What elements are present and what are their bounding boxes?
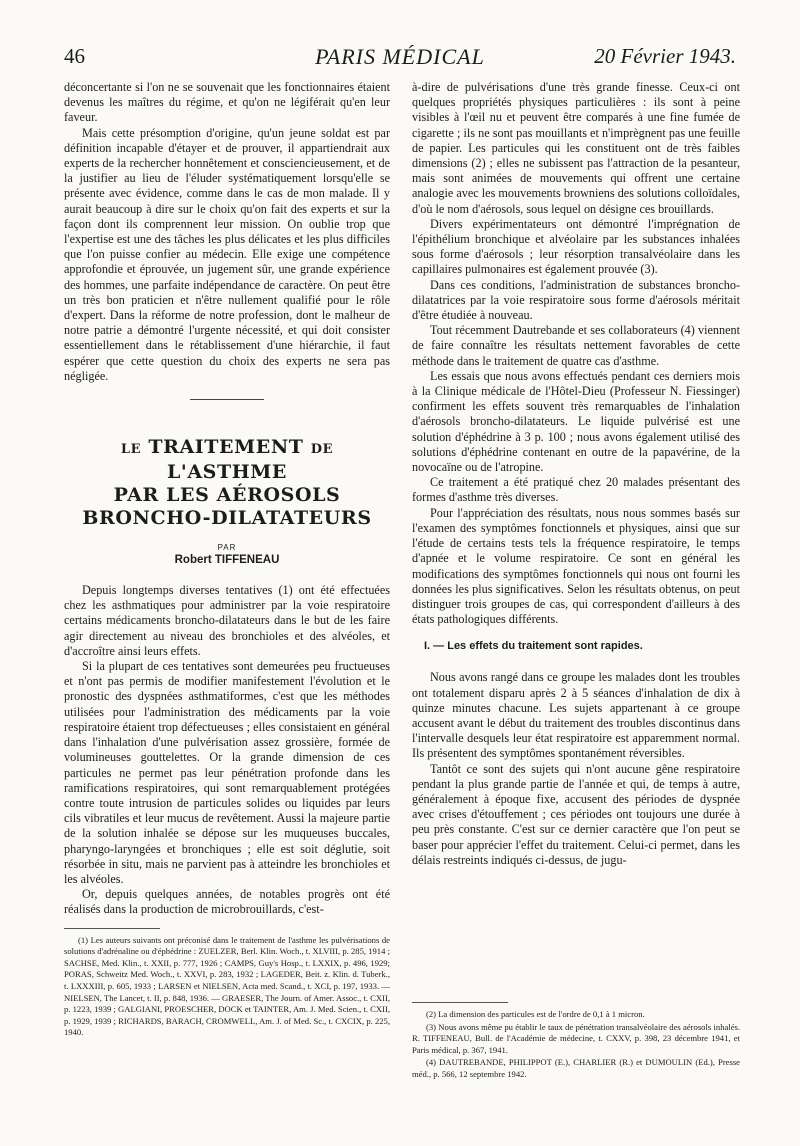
paragraph: Les essais que nous avons effectués pendant ces derniers mois à la Clinique médicale de l'Hôtel-Dieu (Professeur N. Fiessinger) confirment les effets souvent très remarquables de l'inhalation d'aérosols broncho-dilatateurs. Le liquide pulvérisé est une solution d'éphédrine à 3 p. 100 ; nous avons également utilisé des solutions d'éphédrine contenant en outre de la papavérine, de la novocaïne ou de l'atropine. <box>412 368 740 475</box>
footnote-4: (4) DAUTREBANDE, PHILIPPOT (E.), CHARLIER (R.) et DUMOULIN (Ed.), Presse méd., p. 566, 12 septembre 1942. <box>412 1057 740 1079</box>
paragraph: Mais cette présomption d'origine, qu'un jeune soldat est par définition incapable d'étayer et de prouver, il appartiendrait aux experts de la rechercher honnêtement et consciencieusement, et de la justifier au lieu de l'éluder systématiquement lorsqu'elle se présente avec évidence, comme dans le cas de mon malade. Il y aurait beaucoup à dire sur le choix qu'on fait des experts et sur la façon dont ils comprennent leur mission. On oublie trop que l'expertise est une des tâches les plus délicates et les plus difficiles que l'on puisse confier au médecin. Elle exige une compétence approfondie et éprouvée, un jugement sûr, une grande expérience des hommes, une parfaite indépendance de caractère. On peut être un très bon praticien et n'être nullement qualifié pour le rôle d'expert. Dans la réforme de notre profession, dont le malheur de notre patrie a démontré l'urgente nécessité, et qui doit consister essentiellement dans le rétablissement d'une hiérarchie, il faut espérer que cette question du choix des experts ne sera pas négligée. <box>64 125 390 383</box>
running-header <box>64 44 736 74</box>
footnote-rule <box>412 1002 508 1003</box>
paragraph: déconcertante si l'on ne se souvenait que les fonctionnaires étaient devenus les maîtres du régime, et qu'on ne légiférait qu'en leur faveur. <box>64 80 390 125</box>
footnote-2: (2) La dimension des particules est de l'ordre de 0,1 à 1 micron. <box>426 1009 645 1019</box>
title-word-de: DE <box>310 442 334 458</box>
article-title <box>64 436 390 530</box>
section-divider <box>190 399 264 400</box>
paragraph: Dans ces conditions, l'administration de substances broncho-dilatatrices par la voie respiratoire sous forme d'aérosols méritait d'être étudiée à nouveau. <box>412 277 740 323</box>
title-word-le: LE <box>120 442 142 458</box>
footnote-1: (1) Les auteurs suivants ont préconisé dans le traitement de l'asthme les pulvérisations de solutions d'adrénaline ou d'éphédrine : ZUELZER, Berl. Klin. Woch., t. XLVIII, p. 285, 1914 ; SACHSE, Med. Klin., t. XXII, p. 777, 1926 ; CAMPS, Guy's Hosp., t. LXXIX, p. 496, 1929; PORAS, Schweitz Med. Woch., t. XXVI, p. 283, 1932 ; LAGEDER, Beit. z. Klin. d. Tuberk., t. LXXXIII, p. 605, 1933 ; LARSEN et NIELSEN, Acta med. Scand., t. XCI, p. 197, 1933. — NIELSEN, The Lancet, t. II, p. 848, 1936. — GRAESER, The Journ. of Amer. Assoc., t. CXII, p. 1223, 1939 ; GALGIANI, PROESCHER, DOCK et TAINTER, Am. J. Med. Scien., t. CXII, p. 1929, 1939 ; RICHARDS, BARACH, CROMWELL, Am. J. of Med. Sc., t. CXCIX, p. 225, 1940. <box>64 934 390 1038</box>
paragraph: Ce traitement a été pratiqué chez 20 malades présentant des formes d'asthme très diverses. <box>412 475 740 505</box>
page-number: 46 <box>64 44 85 68</box>
paragraph: Tout récemment Dautrebande et ses collaborateurs (4) viennent de faire connaître les résultats nettement favorables de cette méthode dans le traitement de quatre cas d'asthme. <box>412 323 740 368</box>
paragraph: à-dire de pulvérisations d'une très grande finesse. Ceux-ci ont quelques propriétés physiques particulières : ils sont à peine visibles à l'œil nu et peuvent être comparés à une fine fumée de cigarette ; ils ne sont pas mouillants et n'imprègnent pas une feuille de papier. Les particules qui les constituent ont de très faibles dimensions (2) ; elles ne subissent pas l'attraction de la pesanteur, mais sont animées de mouvements qui offrent une certaine analogie avec les mouvements browniens des solutions colloïdales, d'où le nom d'aérosols, sous lequel on désigne ces brouillards. <box>412 80 740 216</box>
right-column <box>412 80 740 868</box>
byline-par: PAR <box>217 543 237 553</box>
footnote-3: (3) Nous avons même pu établir le taux de pénétration transalvéolaire des aérosols inhalés. R. TIFFENEAU, Bull. de l'Académie de médecine, t. CXXV, p. 398, 23 décembre 1941, et Paris médical, p. 367, 1941. <box>412 1021 740 1055</box>
paragraph: Si la plupart de ces tentatives sont demeurées peu fructueuses et n'ont pas permis de modifier manifestement l'évolution et le pronostic des dyspnées asthmatiformes, c'est que les méthodes utilisées pour l'administration des médicaments par la voie respiratoire étaient trop défectueuses ; elles consistaient en général dans l'inhalation d'une pulvérisation assez grossière, formée de volumineuses gouttelettes. Or la grande dimension de ces particules ne permet pas leur pénétration profonde dans les ramifications respiratoires, qui sont remarquablement protégées contre toute intrusion de particules solides ou liquides par leurs cils vibratiles et leur mucus de revêtement. Aussi la majeure partie de la solution inhalée se dépose sur les muqueuses buccales, pharyngo-laryngées et bronchiques ; elle est soit déglutie, soit résorbée in situ, mais ne parvient pas à atteindre les bronchioles et les alvéoles. <box>64 659 390 886</box>
paragraph: Or, depuis quelques années, de notables progrès ont été réalisés dans la production de microbrouillards, c'est- <box>64 887 390 917</box>
paragraph: Tantôt ce sont des sujets qui n'ont aucune gêne respiratoire pendant la plus grande partie de l'année et qui, de temps à autre, généralement à époque fixe, accusent des périodes de dyspnée avec crises d'étouffement ; ces périodes ont toujours une durée à peu près constante. C'est sur ce dernier caractère que l'on peut se baser pour apprécier l'effet du traitement. Celui-ci permet, dans les délais restreints indiqués ci-dessus, de jugu- <box>412 761 740 867</box>
left-column <box>64 80 390 1039</box>
right-footnotes <box>412 992 740 1082</box>
author-name: Robert TIFFENEAU <box>174 554 280 567</box>
paragraph: Pour l'appréciation des résultats, nous nous sommes basés sur l'examen des symptômes fonctionnels et physiques, ainsi que sur l'étude de certains tests tels la fréquence respiratoire, le temps d'apnée et le volume respiratoire. Ce sont en général les modifications des symptômes fonctionnels qui nous ont fourni les données les plus significatives. Selon les résultats obtenus, on peut distinguer trois groupes de cas, qui correspondent d'ailleurs à des états pathologiques différents. <box>412 505 740 627</box>
title-line-2: PAR LES AÉROSOLS <box>113 484 341 507</box>
paragraph: Depuis longtemps diverses tentatives (1) ont été effectuées chez les asthmatiques pour administrer par la voie respiratoire certains médicaments broncho-dilatateurs dans le but de les faire agir directement au niveau des bronchioles et des alvéoles, et d'accroître ainsi leurs effets. <box>64 583 390 658</box>
paragraph: Nous avons rangé dans ce groupe les malades dont les troubles ont totalement disparu après 2 à 5 séances d'inhalation de dix à quinze minutes chacune. Les sujets appartenant à ce groupe accusent avant le début du traitement des troubles discontinus dans l'intervalle desquels leur état respiratoire est apparemment normal. Ils présentent des symptômes spontanément réversibles. <box>412 670 740 761</box>
issue-date: 20 Février 1943. <box>594 44 736 68</box>
title-word-asthme: L'ASTHME <box>166 461 288 484</box>
footnote-rule <box>64 928 160 929</box>
title-line-3: BRONCHO-DILATATEURS <box>82 507 372 530</box>
section-subheading: I. — Les effets du traitement sont rapides. <box>424 640 643 653</box>
journal-title: PARIS MÉDICAL <box>315 44 485 69</box>
paragraph: Divers expérimentateurs ont démontré l'imprégnation de l'épithélium bronchique et alvéolaire par les substances inhalées sous forme d'aérosols ; leur résorption transalvéolaire dans les capillaires pulmonaires est également prouvée (3). <box>412 216 740 277</box>
title-word-traitement: TRAITEMENT <box>148 436 304 459</box>
